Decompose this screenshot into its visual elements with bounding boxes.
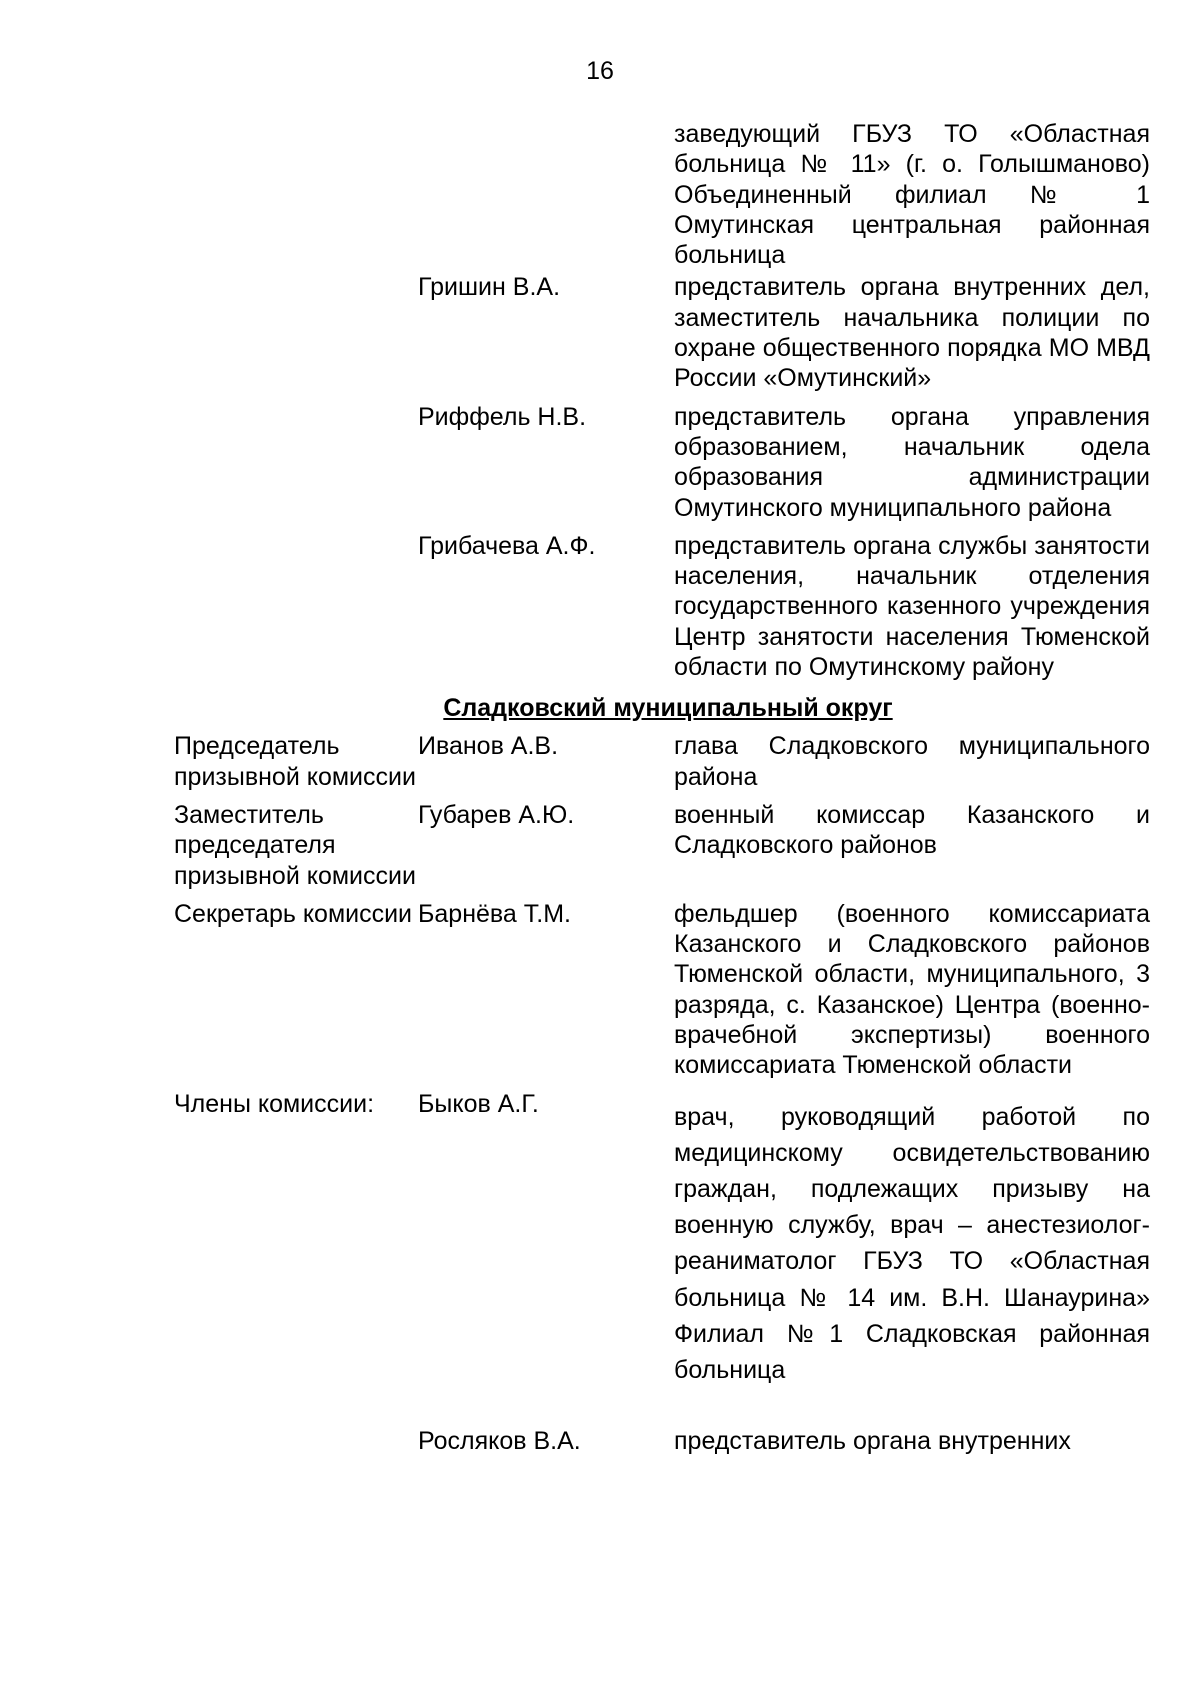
commission-list	[174, 119, 1152, 1457]
member-row	[174, 731, 1152, 792]
member-description: представитель органа службы занятости населения, начальник отделения государственного казенного учреждения Центр занятости населения Тюменской области по Омутинскому району	[674, 531, 1150, 682]
member-name: Росляков В.А.	[418, 1427, 581, 1456]
member-name: Гришин В.А.	[418, 273, 561, 302]
section-title: Сладковский муниципальный округ	[443, 694, 893, 723]
member-name: Барнёва Т.М.	[418, 899, 571, 928]
page-number: 16	[586, 57, 614, 85]
member-name: Грибачева А.Ф.	[418, 531, 596, 560]
member-row	[174, 800, 1152, 891]
member-name: Губарев А.Ю.	[418, 800, 575, 829]
member-row	[174, 1089, 1152, 1389]
member-description: представитель органа внутренних дел, заместитель начальника полиции по охране общественного порядка МО МВД России «Омутинский»	[674, 273, 1150, 393]
member-row	[174, 272, 1152, 393]
member-description: представитель органа внутренних	[674, 1427, 1071, 1456]
member-row	[174, 899, 1152, 1081]
member-name: Иванов А.В.	[418, 732, 559, 761]
member-role: Члены комиссии:	[174, 1089, 375, 1118]
member-description: заведующий ГБУЗ ТО «Областная больница № 11» (г. о. Голышманово) Объединенный филиал № 1 Омутинская центральная районная больница	[674, 120, 1150, 270]
member-row	[174, 531, 1152, 682]
continuation-row	[174, 119, 1152, 270]
member-role: Председатель призывной комиссии	[174, 732, 416, 791]
member-role: Заместитель председателя призывной комиссии	[174, 800, 416, 890]
member-description: фельдшер (военного комиссариата Казанского и Сладковского районов Тюменской области, муниципального, 3 разряда, с. Казанское) Центра (военно-врачебной экспертизы) военного комиссариата Тюменской области	[674, 899, 1150, 1080]
member-description: глава Сладковского муниципального района	[674, 732, 1150, 791]
member-name: Риффель Н.В.	[418, 402, 587, 431]
member-description: военный комиссар Казанского и Сладковского районов	[674, 800, 1150, 860]
member-row	[174, 1426, 1152, 1456]
member-description: врач, руководящий работой по медицинскому освидетельствованию граждан, подлежащих призыву на военную службу, врач – анестезиолог-реаниматолог ГБУЗ ТО «Областная больница № 14 им. В.Н. Шанаурина» Филиал №1 Сладковская районная больница	[674, 1102, 1150, 1385]
member-row	[174, 402, 1152, 523]
member-role: Секретарь комиссии	[174, 899, 413, 928]
member-name: Быков А.Г.	[418, 1089, 539, 1118]
member-description: представитель органа управления образованием, начальник одела образования администрации Омутинского муниципального района	[674, 402, 1150, 522]
